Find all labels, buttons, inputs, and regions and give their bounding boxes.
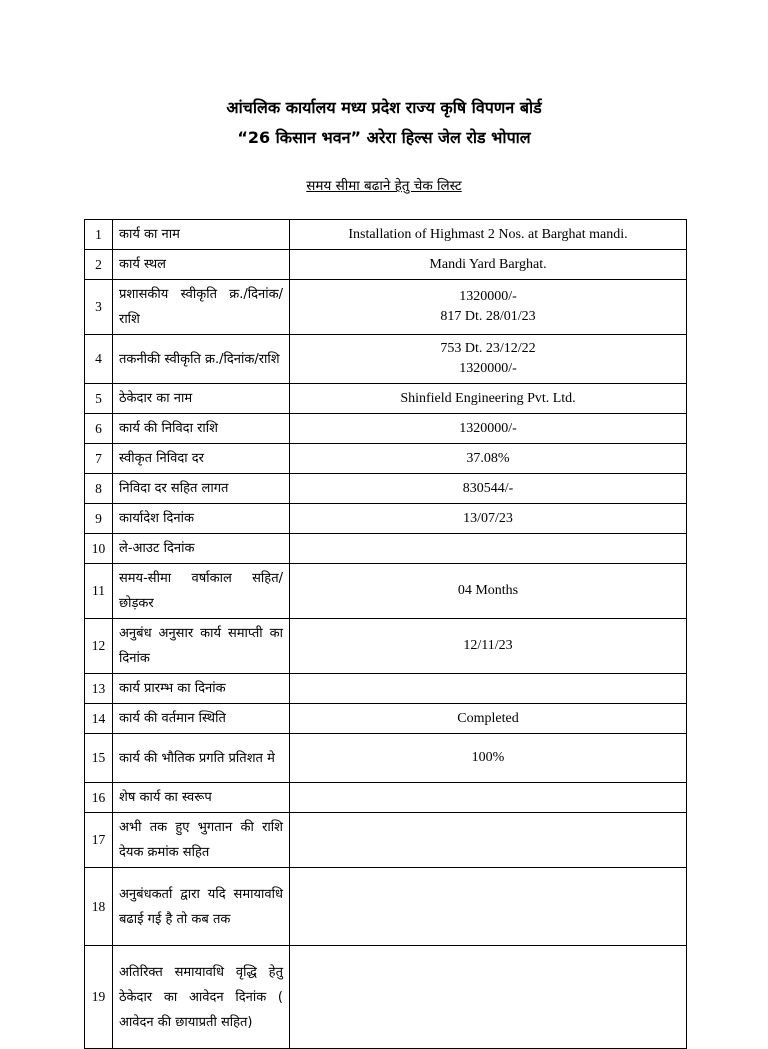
row-value-line: 1320000/- <box>459 361 517 376</box>
table-row <box>85 474 687 504</box>
table-row <box>85 783 687 813</box>
row-value <box>290 783 687 813</box>
table-row <box>85 280 687 335</box>
row-label: स्वीकृत निविदा दर <box>113 444 290 474</box>
table-row <box>85 813 687 868</box>
row-label: अनुबंधकर्ता द्वारा यदि समायावधि बढाई गई है तो कब तक <box>113 868 290 946</box>
table-row <box>85 220 687 250</box>
table-row <box>85 250 687 280</box>
row-number: 15 <box>85 734 113 783</box>
row-label: कार्य की भौतिक प्रगति प्रतिशत मे <box>113 734 290 783</box>
row-value-line: 1320000/- <box>459 289 517 304</box>
row-number: 16 <box>85 783 113 813</box>
row-value: 37.08% <box>290 444 687 474</box>
row-value: 04 Months <box>290 564 687 619</box>
table-row <box>85 414 687 444</box>
table-row <box>85 868 687 946</box>
table-row <box>85 534 687 564</box>
table-row <box>85 384 687 414</box>
table-row <box>85 504 687 534</box>
row-label: ले-आउट दिनांक <box>113 534 290 564</box>
row-label: कार्य प्रारम्भ का दिनांक <box>113 674 290 704</box>
table-row <box>85 564 687 619</box>
row-label: कार्य स्थल <box>113 250 290 280</box>
row-label: निविदा दर सहित लागत <box>113 474 290 504</box>
row-value <box>290 674 687 704</box>
checklist-body <box>85 220 687 1049</box>
row-value: 1320000/- <box>290 414 687 444</box>
row-label: कार्य की निविदा राशि <box>113 414 290 444</box>
table-row <box>85 734 687 783</box>
row-value: Completed <box>290 704 687 734</box>
row-value <box>290 335 687 384</box>
row-label: समय-सीमा वर्षाकाल सहित/छोड़कर <box>113 564 290 619</box>
row-number: 5 <box>85 384 113 414</box>
row-label: ठेकेदार का नाम <box>113 384 290 414</box>
row-number: 13 <box>85 674 113 704</box>
row-value: Mandi Yard Barghat. <box>290 250 687 280</box>
row-label: अनुबंध अनुसार कार्य समाप्ती का दिनांक <box>113 619 290 674</box>
office-title: आंचलिक कार्यालय मध्य प्रदेश राज्य कृषि विपणन बोर्ड <box>226 98 542 117</box>
row-value <box>290 946 687 1049</box>
row-number: 7 <box>85 444 113 474</box>
row-number: 6 <box>85 414 113 444</box>
row-number: 3 <box>85 280 113 335</box>
checklist-subtitle: समय सीमा बढाने हेतु चेक लिस्ट <box>306 178 462 194</box>
row-number: 19 <box>85 946 113 1049</box>
table-row <box>85 619 687 674</box>
row-value <box>290 813 687 868</box>
row-value-line: 753 Dt. 23/12/22 <box>440 341 536 356</box>
row-number: 8 <box>85 474 113 504</box>
row-label: प्रशासकीय स्वीकृति क्र./दिनांक/राशि <box>113 280 290 335</box>
row-number: 9 <box>85 504 113 534</box>
row-label: कार्य का नाम <box>113 220 290 250</box>
row-number: 10 <box>85 534 113 564</box>
table-row <box>85 946 687 1049</box>
row-value <box>290 534 687 564</box>
row-label: अभी तक हुए भुगतान की राशि देयक क्रमांक सहित <box>113 813 290 868</box>
row-value-line: 817 Dt. 28/01/23 <box>440 309 536 324</box>
row-label: कार्य की वर्तमान स्थिति <box>113 704 290 734</box>
row-label: शेष कार्य का स्वरूप <box>113 783 290 813</box>
row-number: 14 <box>85 704 113 734</box>
row-value: Installation of Highmast 2 Nos. at Barghat mandi. <box>290 220 687 250</box>
table-row <box>85 335 687 384</box>
row-number: 18 <box>85 868 113 946</box>
checklist-table <box>84 219 687 1049</box>
row-number: 11 <box>85 564 113 619</box>
row-value: Shinfield Engineering Pvt. Ltd. <box>290 384 687 414</box>
row-value <box>290 868 687 946</box>
table-row <box>85 444 687 474</box>
row-number: 17 <box>85 813 113 868</box>
table-row <box>85 674 687 704</box>
row-number: 12 <box>85 619 113 674</box>
office-address: “26 किसान भवन” अरेरा हिल्स जेल रोड भोपाल <box>237 128 531 147</box>
row-number: 1 <box>85 220 113 250</box>
row-label: अतिरिक्त समायावधि वृद्धि हेतु ठेकेदार का आवेदन दिनांक ( आवेदन की छायाप्रती सहित) <box>113 946 290 1049</box>
table-row <box>85 704 687 734</box>
row-value: 830544/- <box>290 474 687 504</box>
row-value: 12/11/23 <box>290 619 687 674</box>
row-label: तकनीकी स्वीकृति क्र./दिनांक/राशि <box>113 335 290 384</box>
row-number: 4 <box>85 335 113 384</box>
row-label: कार्यादेश दिनांक <box>113 504 290 534</box>
row-number: 2 <box>85 250 113 280</box>
row-value: 13/07/23 <box>290 504 687 534</box>
row-value <box>290 280 687 335</box>
row-value: 100% <box>290 734 687 783</box>
